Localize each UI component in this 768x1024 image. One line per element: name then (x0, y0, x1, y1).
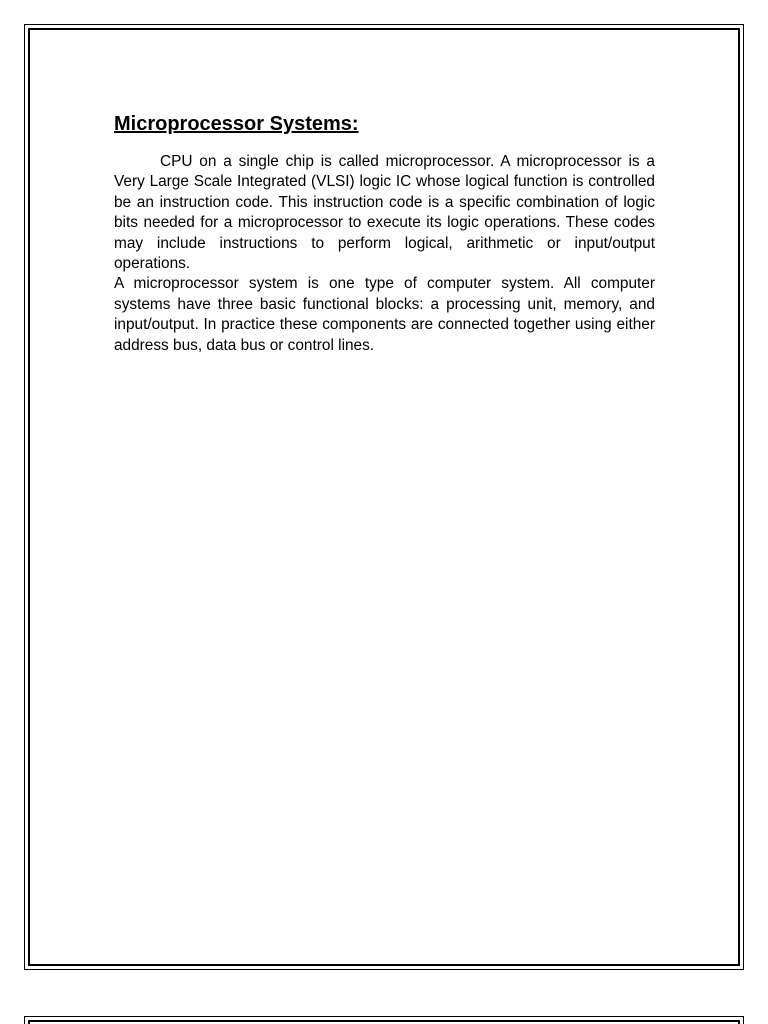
paragraph-2: A microprocessor system is one type of computer system. All computer systems have three basic functional blocks: a processing unit, memory, and input/output. In practice these components are connected together using either address bus, data bus or control lines. (114, 275, 655, 354)
paragraph-1: CPU on a single chip is called microprocessor. A microprocessor is a Very Large Scale Integrated (VLSI) logic IC whose logical function is controlled be an instruction code. This instruction code is a specific combination of logic bits needed for a microprocessor to execute its logic operations. These codes may include instructions to perform logical, arithmetic or input/output operations. (114, 153, 655, 273)
next-page-border-inner (28, 1020, 740, 1024)
page-content (114, 110, 655, 356)
section-heading: Microprocessor Systems: (114, 113, 359, 135)
next-page-border (24, 1016, 744, 1024)
